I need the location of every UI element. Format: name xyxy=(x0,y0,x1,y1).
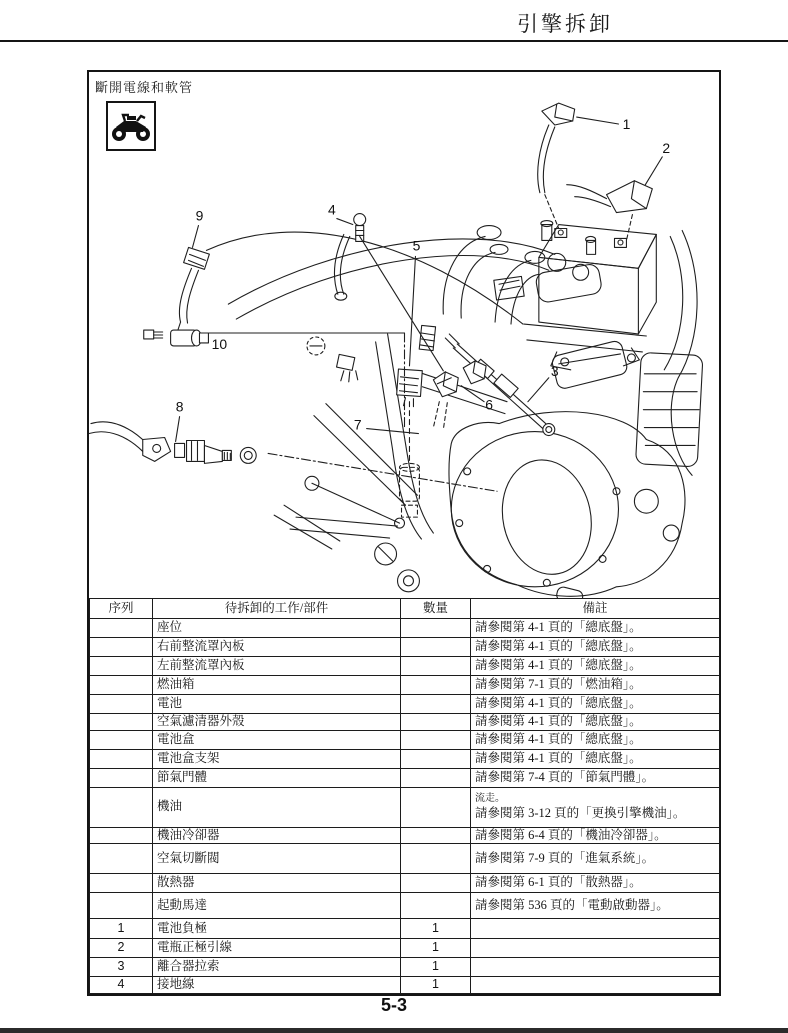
order-cell xyxy=(90,874,153,893)
quantity-cell xyxy=(401,714,471,731)
part-cell: 節氣門體 xyxy=(153,768,401,787)
order-cell xyxy=(90,730,153,749)
table-row xyxy=(90,977,720,994)
order-cell xyxy=(90,638,153,657)
table-row xyxy=(90,874,720,893)
order-cell xyxy=(90,714,153,731)
remark-cell: 請參閱第 7-1 頁的「燃油箱」。 xyxy=(471,676,720,695)
remark-cell: 請參閱第 4-1 頁的「總底盤」。 xyxy=(471,749,720,768)
table-row xyxy=(90,676,720,695)
figure-caption: 斷開電線和軟管 xyxy=(95,80,194,95)
page-number: 5-3 xyxy=(380,995,407,1015)
table-row xyxy=(90,749,720,768)
table-row xyxy=(90,787,720,827)
order-cell xyxy=(90,619,153,638)
order-cell: 3 xyxy=(90,958,153,977)
page-title: 引擎拆卸 xyxy=(517,12,613,36)
diagram-area xyxy=(89,72,719,598)
callout-number: 3 xyxy=(550,362,559,379)
remark-cell: 請參閱第 4-1 頁的「總底盤」。 xyxy=(471,714,720,731)
column-header: 備註 xyxy=(471,599,720,619)
quantity-cell xyxy=(401,657,471,676)
remark-cell: 請參閱第 7-9 頁的「進氣系統」。 xyxy=(471,844,720,874)
callout-number: 7 xyxy=(353,416,362,433)
order-cell xyxy=(90,844,153,874)
callout-number: 10 xyxy=(211,335,228,352)
column-header: 序列 xyxy=(90,599,153,619)
quantity-cell: 1 xyxy=(401,977,471,994)
remark-line: 流走。 xyxy=(475,793,505,805)
order-cell xyxy=(90,787,153,827)
remark-cell xyxy=(471,977,720,994)
callout-number: 9 xyxy=(195,207,204,224)
remark-cell: 請參閱第 4-1 頁的「總底盤」。 xyxy=(471,657,720,676)
part-cell: 接地線 xyxy=(153,977,401,994)
part-cell: 電池盒支架 xyxy=(153,749,401,768)
callout-number: 4 xyxy=(327,201,336,218)
order-cell xyxy=(90,676,153,695)
part-cell: 機油 xyxy=(153,787,401,827)
callout-numbers xyxy=(176,116,671,433)
parts-table xyxy=(89,598,720,994)
table-row xyxy=(90,919,720,939)
parts-table-header xyxy=(90,599,720,619)
callout-number: 2 xyxy=(662,139,671,156)
order-cell: 4 xyxy=(90,977,153,994)
remark-cell: 請參閱第 536 頁的「電動啟動器」。 xyxy=(471,893,720,919)
quantity-cell: 1 xyxy=(401,958,471,977)
order-cell: 1 xyxy=(90,919,153,939)
table-row xyxy=(90,657,720,676)
quantity-cell xyxy=(401,844,471,874)
table-row xyxy=(90,730,720,749)
order-cell xyxy=(90,749,153,768)
quantity-cell xyxy=(401,874,471,893)
quantity-cell xyxy=(401,695,471,714)
order-cell xyxy=(90,657,153,676)
quantity-cell xyxy=(401,787,471,827)
harness-parts xyxy=(89,103,652,517)
quantity-cell xyxy=(401,749,471,768)
frame-lines xyxy=(228,230,697,591)
engine-diagram xyxy=(89,72,719,598)
header-rule xyxy=(0,40,788,42)
scan-edge xyxy=(0,1028,788,1033)
column-header: 數量 xyxy=(401,599,471,619)
table-row xyxy=(90,827,720,844)
part-cell: 右前整流罩內板 xyxy=(153,638,401,657)
part-cell: 空氣濾清器外殼 xyxy=(153,714,401,731)
callout-number: 8 xyxy=(175,398,184,415)
quantity-cell xyxy=(401,676,471,695)
part-cell: 起動馬達 xyxy=(153,893,401,919)
motorcycle-glyph xyxy=(110,109,152,143)
table-row xyxy=(90,695,720,714)
table-row xyxy=(90,893,720,919)
quantity-cell xyxy=(401,730,471,749)
quantity-cell: 1 xyxy=(401,939,471,958)
remark-line: 請參閱第 3-12 頁的「更換引擎機油」。 xyxy=(475,805,686,820)
part-cell: 電池負極 xyxy=(153,919,401,939)
part-cell: 電池 xyxy=(153,695,401,714)
order-cell xyxy=(90,827,153,844)
remark-cell xyxy=(471,939,720,958)
part-cell: 離合器拉索 xyxy=(153,958,401,977)
main-harness-cable xyxy=(206,232,522,324)
remark-cell: 請參閱第 6-1 頁的「散熱器」。 xyxy=(471,874,720,893)
remark-cell xyxy=(471,787,720,827)
callout-number: 6 xyxy=(485,396,493,413)
quantity-cell xyxy=(401,619,471,638)
column-header: 待拆卸的工作/部件 xyxy=(153,599,401,619)
part-cell: 左前整流罩內板 xyxy=(153,657,401,676)
remark-cell: 請參閱第 4-1 頁的「總底盤」。 xyxy=(471,730,720,749)
part-cell: 電池盒 xyxy=(153,730,401,749)
quantity-cell xyxy=(401,827,471,844)
figure-box xyxy=(87,70,721,996)
table-row xyxy=(90,768,720,787)
table-row xyxy=(90,619,720,638)
callout-number: 5 xyxy=(412,237,421,254)
table-row xyxy=(90,638,720,657)
part-cell: 空氣切斷閥 xyxy=(153,844,401,874)
callout-number: 1 xyxy=(622,115,631,132)
battery xyxy=(524,225,656,370)
remark-cell: 請參閱第 4-1 頁的「總底盤」。 xyxy=(471,619,720,638)
remark-cell xyxy=(471,958,720,977)
table-row xyxy=(90,939,720,958)
leader-lines xyxy=(176,117,663,491)
quantity-cell xyxy=(401,638,471,657)
quantity-cell: 1 xyxy=(401,919,471,939)
remark-cell: 請參閱第 6-4 頁的「機油冷卻器」。 xyxy=(471,827,720,844)
part-cell: 散熱器 xyxy=(153,874,401,893)
quantity-cell xyxy=(401,893,471,919)
remark-cell: 請參閱第 4-1 頁的「總底盤」。 xyxy=(471,638,720,657)
part-cell: 機油冷卻器 xyxy=(153,827,401,844)
remark-cell: 請參閱第 4-1 頁的「總底盤」。 xyxy=(471,695,720,714)
table-row xyxy=(90,844,720,874)
remark-cell: 請參閱第 7-4 頁的「節氣門體」。 xyxy=(471,768,720,787)
part-cell: 電瓶正極引線 xyxy=(153,939,401,958)
table-row xyxy=(90,958,720,977)
order-cell xyxy=(90,893,153,919)
remark-cell xyxy=(471,919,720,939)
part-cell: 燃油箱 xyxy=(153,676,401,695)
part-cell: 座位 xyxy=(153,619,401,638)
order-cell: 2 xyxy=(90,939,153,958)
order-cell xyxy=(90,768,153,787)
table-row xyxy=(90,714,720,731)
quantity-cell xyxy=(401,768,471,787)
order-cell xyxy=(90,695,153,714)
motorcycle-icon xyxy=(106,101,156,151)
